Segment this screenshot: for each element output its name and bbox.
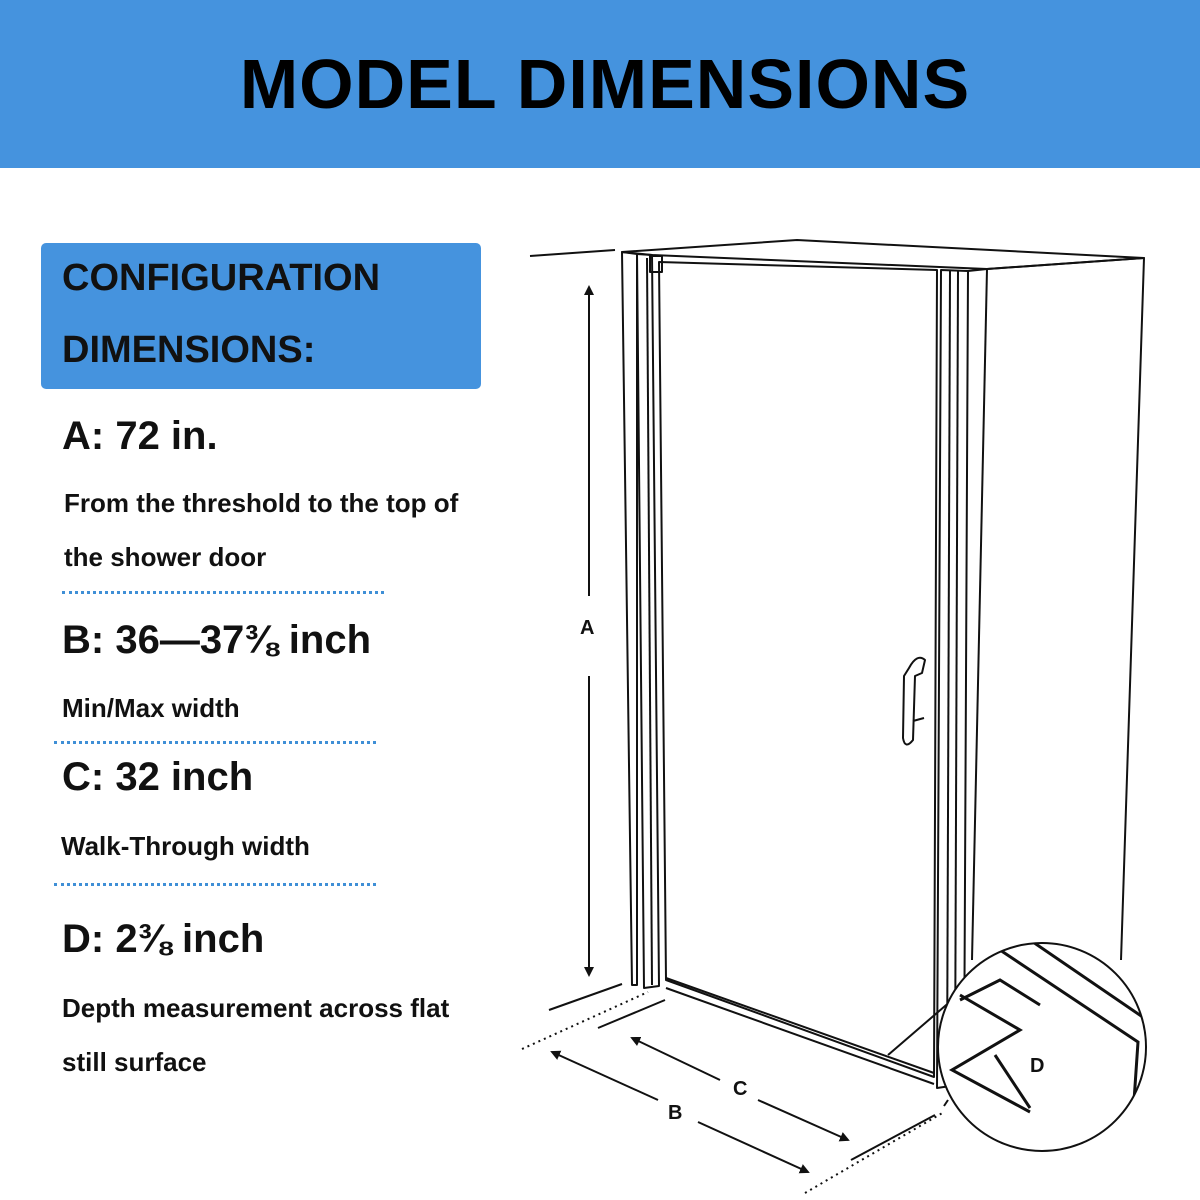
spec-a-desc-line2: the shower door [64,542,267,572]
enclosure-top-edge [622,240,1144,269]
dimension-b-arrow-left [552,1052,658,1100]
spec-b-title: B: 36—37⅜ inch [62,618,372,662]
spec-d-desc-line2: still surface [62,1047,207,1077]
configuration-heading-line2: DIMENSIONS: [62,329,316,371]
label-d: D [1030,1055,1045,1077]
door-glass [659,262,937,1077]
label-a: A [580,617,595,639]
right-wall-panel [968,258,1144,960]
detail-magnifier [888,940,1150,1160]
left-wall-panel [622,252,637,985]
label-b: B [668,1102,683,1124]
configuration-heading-line1: CONFIGURATION [62,257,381,299]
spec-a-title: A: 72 in. [62,414,218,458]
dimension-c-arrow-left [632,1038,720,1080]
spec-a-desc-line1: From the threshold to the top of [64,488,459,518]
label-c: C [733,1078,748,1100]
spec-c-title: C: 32 inch [62,755,254,799]
door-jamb [937,270,968,1088]
spec-d-desc-line1: Depth measurement across flat [62,993,450,1023]
spec-d-title: D: 2⅜ inch [62,917,265,961]
dimension-b-arrow-right [698,1122,808,1172]
door-handle [903,658,925,745]
spec-b-desc-line1: Min/Max width [62,693,240,723]
spec-c-desc-line1: Walk-Through width [61,831,310,861]
dimension-c-arrow-right [758,1100,848,1140]
page-title: MODEL DIMENSIONS [239,45,971,123]
